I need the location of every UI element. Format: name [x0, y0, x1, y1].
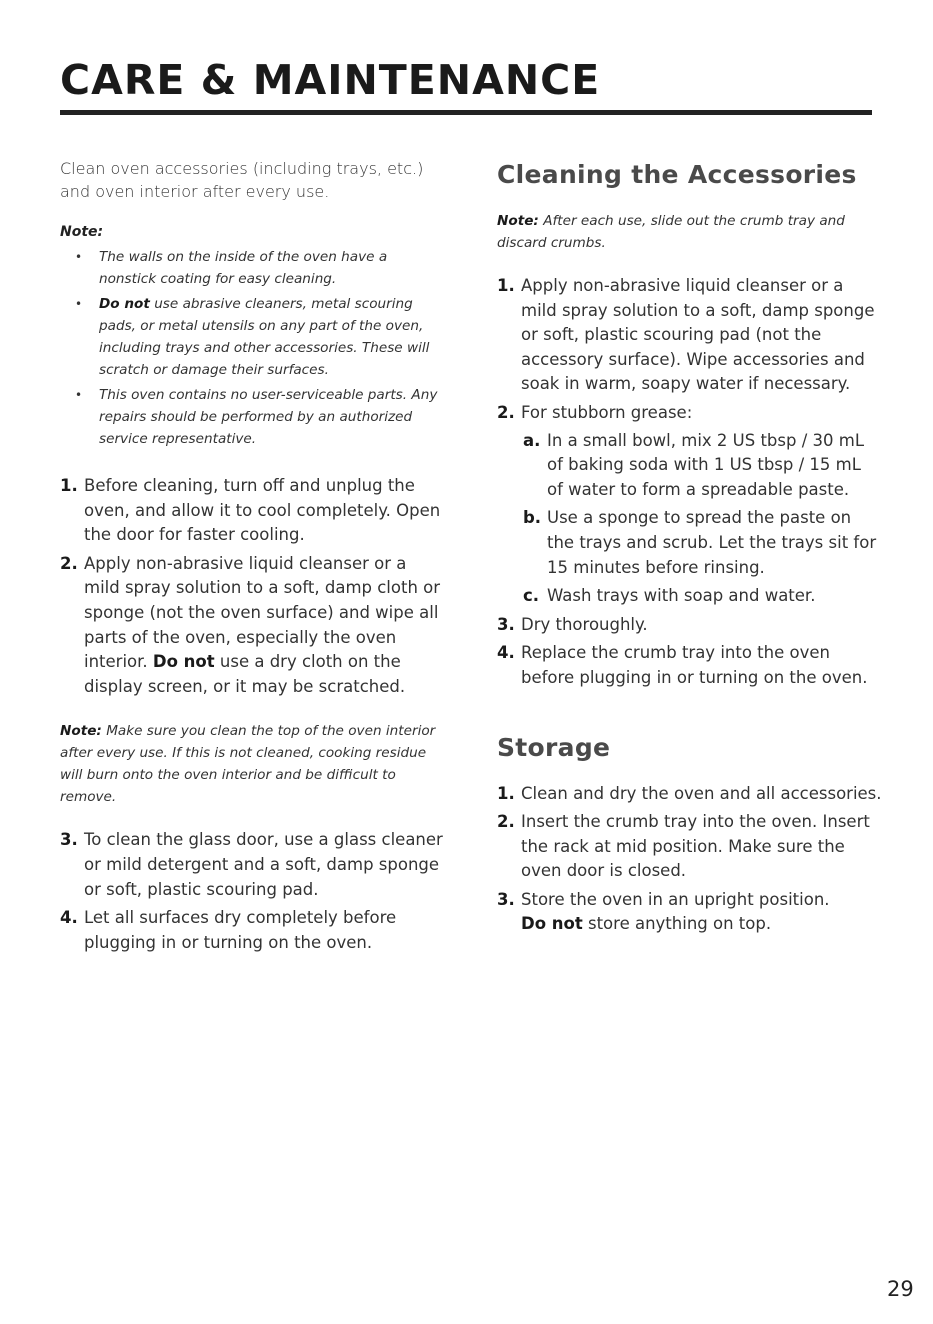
left-column	[60, 158, 445, 959]
step-item	[497, 888, 882, 937]
title-rule	[60, 110, 872, 115]
step-text: use a dry cloth on the display screen, or it may be scratched.	[84, 652, 406, 696]
step-item	[60, 828, 445, 902]
grease-substeps	[521, 429, 882, 609]
substep-item	[521, 429, 882, 503]
step-bold: Do not	[521, 914, 583, 934]
substep-item	[521, 584, 882, 609]
step-number: 2.	[60, 553, 78, 573]
bullet-text: The walls on the inside of the oven have a nonstick coating for easy cleaning.	[99, 249, 388, 287]
step-text: For stubborn grease:	[521, 402, 693, 422]
bullet-item	[60, 384, 445, 450]
step-number: 3.	[60, 830, 78, 850]
step-text: Insert the crumb tray into the oven. Insert the rack at mid position. Make sure the oven door is closed.	[521, 812, 870, 881]
accessories-note	[497, 210, 882, 254]
step-text: store anything on top.	[582, 914, 772, 934]
page-title: CARE & MAINTENANCE	[60, 56, 601, 104]
step-item	[497, 401, 882, 609]
substep-text: Use a sponge to spread the paste on the trays and scrub. Let the trays sit for 15 minutes before rinsing.	[547, 508, 877, 577]
step-text: Dry thoroughly.	[521, 614, 648, 634]
bullet-text: This oven contains no user-serviceable parts. Any repairs should be performed by an authorized service representative.	[99, 387, 438, 447]
note-label: Note:	[497, 213, 539, 229]
bullet-text: use abrasive cleaners, metal scouring pads, or metal utensils on any part of the oven, including trays and other accessories. These will scratch or damage their surfaces.	[99, 296, 430, 378]
step-item	[60, 474, 445, 548]
step-number: 3.	[497, 889, 515, 909]
step-item	[497, 810, 882, 884]
interior-note	[60, 720, 445, 808]
step-text: Replace the crumb tray into the oven before plugging in or turning on the oven.	[521, 643, 868, 687]
step-text: Clean and dry the oven and all accessories.	[521, 783, 882, 803]
note-label: Note:	[60, 723, 102, 740]
step-text: To clean the glass door, use a glass cleaner or mild detergent and a soft, damp sponge or soft, plastic scouring pad.	[84, 830, 443, 899]
step-number: 1.	[497, 276, 515, 295]
step-text: Store the oven in an upright position.	[521, 889, 830, 909]
bullet-bold: Do not	[99, 296, 150, 312]
note-text: After each use, slide out the crumb tray and discard crumbs.	[497, 213, 845, 251]
step-number: 1.	[60, 476, 78, 495]
section-heading-accessories: Cleaning the Accessories	[497, 160, 857, 189]
step-item	[497, 613, 882, 638]
step-text: Before cleaning, turn off and unplug the oven, and allow it to cool completely. Open the door for faster cooling.	[84, 476, 441, 545]
step-item	[60, 906, 445, 955]
step-item	[497, 641, 882, 690]
step-number: 4.	[60, 908, 78, 928]
cleaning-steps	[60, 474, 445, 699]
note-bullets	[60, 246, 445, 450]
step-text: Let all surfaces dry completely before plugging in or turning on the oven.	[84, 908, 397, 952]
note-text: Make sure you clean the top of the oven interior after every use. If this is not cleaned, cooking residue will burn onto the oven interior and be difficult to remove.	[60, 723, 436, 806]
bullet-item	[60, 293, 445, 381]
substep-item	[521, 506, 882, 580]
substep-letter: b.	[523, 508, 542, 528]
substep-letter: a.	[523, 430, 541, 450]
cleaning-steps-continued	[60, 828, 445, 955]
step-item	[60, 552, 445, 700]
storage-steps	[497, 782, 882, 938]
note-label: Note:	[60, 224, 104, 240]
right-column	[497, 158, 882, 941]
substep-letter: c.	[523, 586, 540, 606]
step-text: Apply non-abrasive liquid cleanser or a mild spray solution to a soft, damp sponge or soft, plastic scouring pad (not the accessory surface). Wipe accessories and soak in warm, soapy water if necessary.	[521, 276, 875, 394]
step-number: 2.	[497, 812, 515, 832]
step-number: 1.	[497, 783, 515, 803]
step-text: Apply non-abrasive liquid cleanser or a mild spray solution to a soft, damp cloth or sponge (not the oven surface) and wipe all parts of the oven, especially the oven interior.	[84, 553, 441, 672]
step-number: 4.	[497, 643, 515, 663]
section-heading-storage: Storage	[497, 732, 611, 762]
step-number: 2.	[497, 402, 515, 422]
accessories-steps	[497, 274, 882, 691]
substep-text: In a small bowl, mix 2 US tbsp / 30 mL of baking soda with 1 US tbsp / 15 mL of water to form a spreadable paste.	[547, 430, 865, 499]
step-bold: Do not	[152, 652, 215, 672]
step-number: 3.	[497, 614, 515, 634]
substep-text: Wash trays with soap and water.	[547, 586, 816, 606]
intro-text: Clean oven accessories (including trays, etc.) and oven interior after every use.	[60, 159, 424, 201]
step-item	[497, 782, 882, 807]
page-number: 29	[887, 1277, 914, 1301]
step-item	[497, 274, 882, 397]
bullet-item	[60, 246, 445, 290]
